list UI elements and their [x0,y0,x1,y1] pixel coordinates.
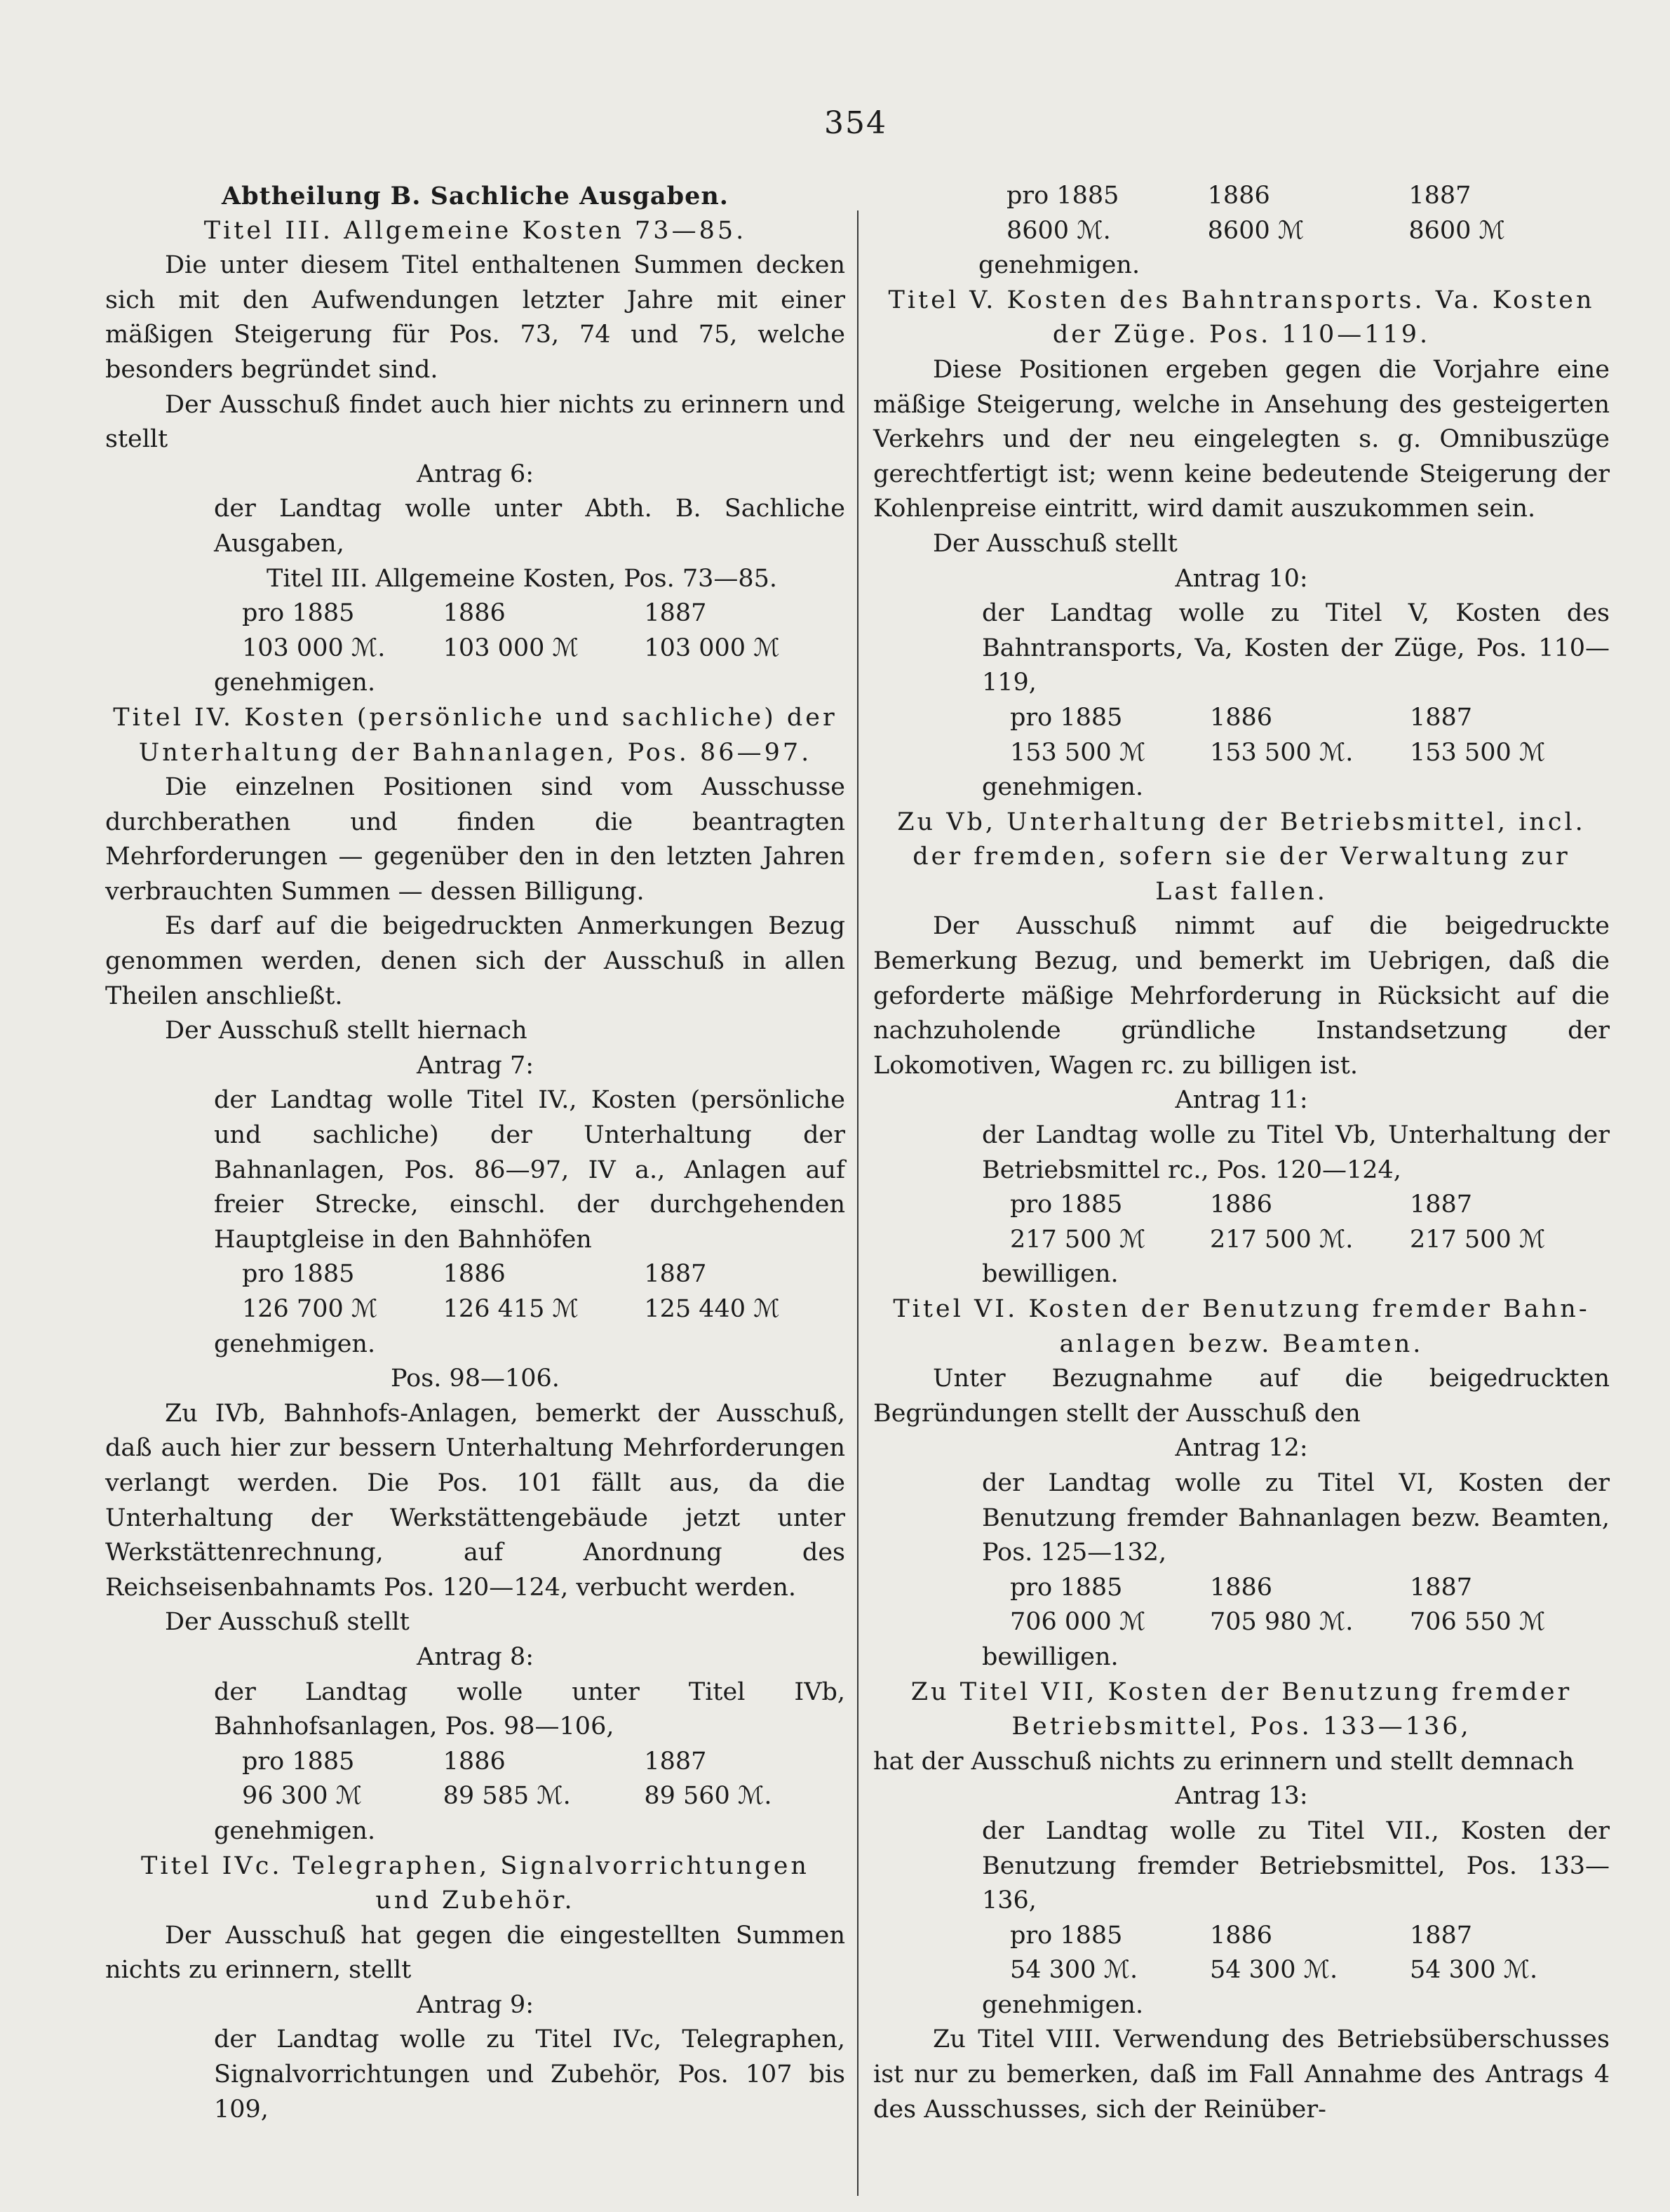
antrag-7-years [214,1257,845,1292]
section-heading: Abtheilung B. Sachliche Ausgaben. [222,182,729,210]
antrag-8-value-2: 89 585 ℳ. [443,1782,571,1811]
title-vii-heading: Zu Titel VII, Kosten der Benutzung fremder [910,1677,1573,1706]
antrag-12-label: Antrag 12: [1175,1434,1308,1463]
title-v-paragraph: Diese Positionen ergeben gegen die Vorjahre eine mäßige Steigerung, welche in Ansehung des gesteigerten Verkehrs und der neu eingelegten s. g. Omnibuszüge gerechtfertigt ist; wenn keine bedeutende Steigerung der Kohlenpreise eintritt, wird damit auszukommen sein. [873,355,1610,523]
title-vb-heading-2: der fremden, sofern sie der Verwaltung zur [913,843,1570,871]
antrag-6-value-3: 103 000 ℳ [644,634,780,662]
antrag-6-years [214,596,845,631]
title-iii-paragraph: Die unter diesem Titel enthaltenen Summen decken sich mit den Aufwendungen letzter Jahre mit einer mäßigen Steigerung für Pos. 73, 74 und 75, welche besonders begründet sind. [105,251,845,384]
title-v-heading-2: der Züge. Pos. 110—119. [1052,321,1431,349]
title-iv-heading-2: Unterhaltung der Bahnanlagen, Pos. 86—97. [138,738,812,767]
antrag-10-end: genehmigen. [982,773,1144,802]
antrag-7 [105,1049,845,1362]
antrag-6-year-3: 1887 [644,599,707,628]
antrag-9-year-2: 1886 [1207,182,1270,210]
antrag-9-year-1: pro 1885 [1006,182,1119,210]
antrag-8-year-2: 1886 [443,1747,506,1776]
title-vb-heading: Zu Vb, Unterhaltung der Betriebsmittel, incl. [897,807,1586,836]
antrag-6-year-2: 1886 [443,599,506,628]
antrag-9-label: Antrag 9: [416,1990,534,2019]
antrag-13 [873,1779,1610,2023]
title-vii-paragraph: hat der Ausschuß nichts zu erinnern und stellt demnach [873,1747,1575,1776]
antrag-10-text: der Landtag wolle zu Titel V, Kosten des Bahntransports, Va, Kosten der Züge, Pos. 110—119, [982,599,1610,697]
antrag-6 [105,457,845,701]
antrag-8-value-3: 89 560 ℳ. [644,1782,772,1811]
antrag-11-years [982,1188,1610,1223]
pos-98-heading: Pos. 98—106. [391,1365,560,1393]
antrag-11-amounts [873,1188,1610,1292]
right-column [873,179,1610,2127]
antrag-7-amounts [105,1257,845,1362]
antrag-7-value-1: 126 700 ℳ [242,1295,378,1323]
antrag-13-values [982,1953,1610,1988]
antrag-13-label: Antrag 13: [1175,1782,1308,1811]
antrag-11-year-1: pro 1885 [1010,1191,1123,1219]
antrag-6-amounts [105,596,845,701]
antrag-7-year-1: pro 1885 [242,1260,355,1289]
antrag-10-years [982,701,1610,736]
antrag-6-label: Antrag 6: [416,460,534,488]
antrag-10-value-3: 153 500 ℳ [1410,738,1546,767]
antrag-13-value-1: 54 300 ℳ. [1010,1956,1138,1985]
antrag-9-continuation [873,179,1610,283]
antrag-13-end: genehmigen. [982,1990,1144,2019]
title-v-heading: Titel V. Kosten des Bahntransports. Va. Kosten [888,286,1595,314]
antrag-8-amounts [105,1745,845,1849]
antrag-12-values [982,1605,1610,1640]
antrag-10-year-3: 1887 [1410,703,1473,732]
antrag-10-amounts [873,701,1610,805]
title-iv-paragraph-2: Es darf auf die beigedruckten Anmerkungen Bezug genommen werden, denen sich der Ausschuß in allen Theilen anschließt. [105,912,845,1010]
title-iv-heading: Titel IV. Kosten (persönliche und sachliche) der [113,703,837,732]
title-vb-heading-3: Last fallen. [1155,877,1328,906]
antrag-7-year-2: 1886 [443,1260,506,1289]
antrag-7-year-3: 1887 [644,1260,707,1289]
antrag-7-end: genehmigen. [214,1329,376,1358]
title-ivc-paragraph: Der Ausschuß hat gegen die eingestellten Summen nichts zu erinnern, stellt [105,1921,845,1985]
title-ivb-paragraph-2: Der Ausschuß stellt [165,1608,410,1637]
antrag-8-year-3: 1887 [644,1747,707,1776]
antrag-12-year-2: 1886 [1210,1573,1273,1602]
title-vi-heading-2: anlagen bezw. Beamten. [1059,1329,1424,1358]
title-iii-heading: Titel III. Allgemeine Kosten 73—85. [203,216,747,245]
title-v-paragraph-2: Der Ausschuß stellt [933,529,1178,558]
column-divider [857,210,858,2196]
title-vi-paragraph: Unter Bezugnahme auf die beigedruckten Begründungen stellt der Ausschuß den [873,1365,1610,1428]
left-column [105,179,845,2127]
antrag-12-value-2: 705 980 ℳ. [1210,1608,1354,1637]
antrag-8-years [214,1745,845,1780]
antrag-10-label: Antrag 10: [1175,564,1308,593]
antrag-7-values [214,1292,845,1327]
antrag-8-text: der Landtag wolle unter Titel IVb, Bahnhofsanlagen, Pos. 98—106, [214,1677,845,1741]
page-number: 354 [824,105,887,141]
antrag-11 [873,1083,1610,1292]
antrag-9-years [978,179,1610,214]
antrag-13-value-3: 54 300 ℳ. [1410,1956,1538,1985]
antrag-9-value-2: 8600 ℳ [1207,216,1305,245]
antrag-12 [873,1431,1610,1675]
title-ivb-paragraph: Zu IVb, Bahnhofs-Anlagen, bemerkt der Ausschuß, daß auch hier zur bessern Unterhaltung Mehrforderungen verlangt werden. Die Pos. 101 fällt aus, da die Unterhaltung der Werkstättengebäude jetzt unter Werkstättenrechnung, auf Anordnung des Reichseisenbahnamts Pos. 120—124, verbucht werden. [105,1399,845,1602]
antrag-11-text: der Landtag wolle zu Titel Vb, Unterhaltung der Betriebsmittel rc., Pos. 120—124, [982,1121,1610,1184]
antrag-12-years [982,1571,1610,1606]
antrag-8-values [214,1779,845,1814]
antrag-7-value-3: 125 440 ℳ [644,1295,780,1323]
antrag-11-year-2: 1886 [1210,1191,1273,1219]
antrag-8 [105,1640,845,1849]
antrag-12-text: der Landtag wolle zu Titel VI, Kosten der Benutzung fremder Bahnanlagen bezw. Beamten, Pos. 125—132, [982,1468,1610,1567]
antrag-12-amounts [873,1571,1610,1675]
antrag-9-text: der Landtag wolle zu Titel IVc, Telegraphen, Signalvorrichtungen und Zubehör, Pos. 107 bis 109, [214,2025,845,2124]
antrag-8-end: genehmigen. [214,1816,376,1845]
antrag-11-value-1: 217 500 ℳ [1010,1225,1146,1254]
antrag-12-year-1: pro 1885 [1010,1573,1123,1602]
antrag-7-label: Antrag 7: [416,1051,534,1080]
title-vi-heading: Titel VI. Kosten der Benutzung fremder Bahn- [893,1295,1590,1323]
antrag-10-values [982,736,1610,771]
antrag-10 [873,562,1610,805]
antrag-6-text-2: Titel III. Allgemeine Kosten, Pos. 73—85. [267,564,778,593]
antrag-13-text: der Landtag wolle zu Titel VII., Kosten der Benutzung fremder Betriebsmittel, Pos. 133—136, [982,1816,1610,1915]
antrag-9-value-3: 8600 ℳ [1408,216,1505,245]
antrag-6-text: der Landtag wolle unter Abth. B. Sachliche Ausgaben, [214,495,845,558]
antrag-8-label: Antrag 8: [416,1642,534,1671]
antrag-6-values [214,631,845,666]
antrag-7-text: der Landtag wolle Titel IV., Kosten (persönliche und sachliche) der Unterhaltung der Bahnanlagen, Pos. 86—97, IV a., Anlagen auf freier Strecke, einschl. der durchgehenden Hauptgleise in den Bahnhöfen [214,1086,845,1254]
title-iii-paragraph-2: Der Ausschuß findet auch hier nichts zu erinnern und stellt [105,390,845,454]
antrag-11-year-3: 1887 [1410,1191,1473,1219]
title-iv-paragraph: Die einzelnen Positionen sind vom Ausschusse durchberathen und finden die beantragten Mehrforderungen — gegenüber den in den letzten Jahren verbrauchten Summen — dessen Billigung. [105,773,845,906]
antrag-12-year-3: 1887 [1410,1573,1473,1602]
antrag-11-end: bewilligen. [982,1260,1119,1289]
antrag-11-label: Antrag 11: [1175,1086,1308,1115]
title-iv-paragraph-3: Der Ausschuß stellt hiernach [165,1017,527,1045]
antrag-9-values [978,214,1610,249]
antrag-13-year-3: 1887 [1410,1921,1473,1950]
antrag-13-year-1: pro 1885 [1010,1921,1123,1950]
antrag-12-end: bewilligen. [982,1642,1119,1671]
antrag-9-value-1: 8600 ℳ. [1006,216,1111,245]
antrag-10-value-2: 153 500 ℳ. [1210,738,1354,767]
antrag-8-year-1: pro 1885 [242,1747,355,1776]
antrag-11-value-2: 217 500 ℳ. [1210,1225,1354,1254]
antrag-6-end: genehmigen. [214,669,376,697]
antrag-7-value-2: 126 415 ℳ [443,1295,579,1323]
title-vii-heading-2: Betriebsmittel, Pos. 133—136, [1011,1712,1472,1741]
title-ivc-heading-2: und Zubehör. [375,1886,575,1915]
title-ivc-heading: Titel IVc. Telegraphen, Signalvorrichtungen [141,1851,809,1880]
antrag-12-value-3: 706 550 ℳ [1410,1608,1546,1637]
antrag-13-years [982,1919,1610,1954]
antrag-11-values [982,1223,1610,1258]
antrag-10-year-1: pro 1885 [1010,703,1123,732]
antrag-13-year-2: 1886 [1210,1921,1273,1950]
antrag-6-value-1: 103 000 ℳ. [242,634,386,662]
antrag-12-value-1: 706 000 ℳ [1010,1608,1146,1637]
title-viii-paragraph: Zu Titel VIII. Verwendung des Betriebsüberschusses ist nur zu bemerken, daß im Fall Annahme des Antrags 4 des Ausschusses, sich der Reinüber- [873,2025,1610,2124]
antrag-9 [105,1988,845,2127]
antrag-10-year-2: 1886 [1210,703,1273,732]
antrag-8-value-1: 96 300 ℳ [242,1782,363,1811]
antrag-6-year-1: pro 1885 [242,599,355,628]
antrag-9-end: genehmigen. [978,251,1140,280]
antrag-10-value-1: 153 500 ℳ [1010,738,1146,767]
antrag-11-value-3: 217 500 ℳ [1410,1225,1546,1254]
antrag-13-value-2: 54 300 ℳ. [1210,1956,1338,1985]
antrag-6-value-2: 103 000 ℳ [443,634,579,662]
antrag-9-year-3: 1887 [1408,182,1472,210]
antrag-13-amounts [873,1919,1610,2023]
title-vb-paragraph: Der Ausschuß nimmt auf die beigedruckte Bemerkung Bezug, und bemerkt im Uebrigen, daß die geforderte mäßige Mehrforderung in Rücksicht auf die nachzuholende gründliche Instandsetzung der Lokomotiven, Wagen rc. zu billigen ist. [873,912,1610,1080]
